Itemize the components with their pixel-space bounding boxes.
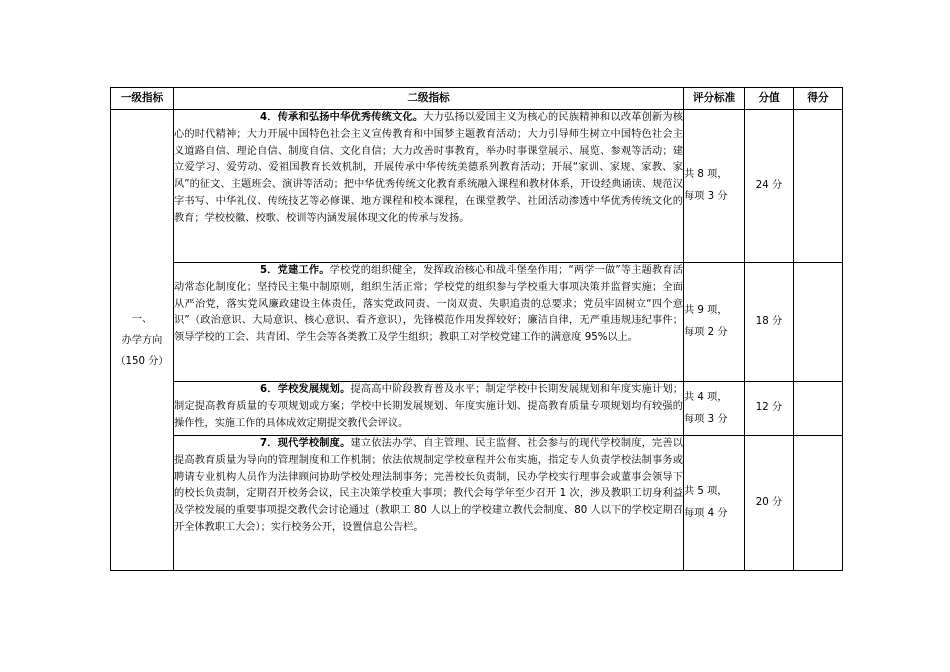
criteria-cell	[684, 382, 745, 436]
table-header-row	[111, 88, 843, 110]
category-name: 办学方向	[121, 334, 163, 346]
table-row	[111, 263, 843, 382]
indicator-body: 建立依法办学、自主管理、民主监督、社会参与的现代学校制度，完善以提高教育质量为导向的管理制度和工作机制；依法依规制定学校章程并公布实施，指定专人负责学校法制事务或聘请专业机构人员作为法律顾问协助学校处理法制事务；完善校长负责制，民办学校实行理事会或董事会领导下的校长负责制，定期召开校务会议，民主决策学校重大事项；教代会每学年至少召开 1 次，涉及教职工切身利益及学校发展的重要事项提交教代会讨论通过（教职工 80 人以上的学校建立教代会制度、80 人以下的学校定期召开全体教职工大会）；实行校务公开，设置信息公告栏。	[174, 438, 683, 533]
header-score: 分值	[745, 88, 794, 110]
category-points: （150 分）	[115, 355, 169, 367]
criteria-points: 每项 2 分	[684, 327, 728, 338]
obtained-cell[interactable]	[794, 263, 843, 382]
criteria-count: 共 9 项，	[684, 305, 728, 316]
criteria-cell	[684, 110, 745, 263]
criteria-points: 每项 3 分	[684, 413, 728, 425]
indicator-body: 学校党的组织健全，发挥政治核心和战斗堡垒作用；“两学一做”等主题教育活动常态化制度化；坚持民主集中制原则，组织生活正常；学校党的组织参与学校重大事项决策并监督实施；全面从严治党，落实党风廉政建设主体责任，落实党政同责、一岗双责、失职追责的总要求；党员牢固树立“四个意识”（政治意识、大局意识、核心意识、看齐意识），先锋模范作用发挥较好；廉洁自律，无严重违规违纪事件；领导学校的工会、共青团、学生会等各类教工及学生组织；教职工对学校党建工作的满意度 95%以上。	[174, 265, 683, 344]
indicator-description	[174, 436, 684, 571]
indicator-title: 4．传承和弘扬中华优秀传统文化。	[260, 112, 424, 123]
evaluation-table	[110, 87, 843, 571]
obtained-cell[interactable]	[794, 382, 843, 436]
table-row	[111, 436, 843, 571]
header-obtained: 得分	[794, 88, 843, 110]
table-row	[111, 110, 843, 263]
indicator-title: 6．学校发展规划。	[260, 384, 351, 395]
criteria-cell	[684, 436, 745, 571]
header-first-level: 一级指标	[111, 88, 174, 110]
category-cell	[111, 110, 174, 571]
indicator-description	[174, 263, 684, 382]
criteria-points: 每项 4 分	[684, 508, 728, 519]
indicator-description	[174, 110, 684, 263]
score-cell: 20 分	[745, 436, 794, 571]
criteria-count: 共 8 项，	[684, 169, 728, 180]
score-cell: 18 分	[745, 263, 794, 382]
indicator-title: 5．党建工作。	[260, 265, 330, 276]
criteria-count: 共 4 项，	[684, 391, 728, 403]
indicator-title: 7．现代学校制度。	[260, 438, 351, 449]
criteria-count: 共 5 项，	[684, 486, 728, 497]
score-cell: 24 分	[745, 110, 794, 263]
score-cell: 12 分	[745, 382, 794, 436]
table-row	[111, 382, 843, 436]
obtained-cell[interactable]	[794, 110, 843, 263]
criteria-cell	[684, 263, 745, 382]
criteria-points: 每项 3 分	[684, 191, 728, 202]
indicator-description	[174, 382, 684, 436]
obtained-cell[interactable]	[794, 436, 843, 571]
category-number: 一、	[131, 313, 153, 325]
header-second-level: 二级指标	[174, 88, 684, 110]
indicator-body: 提高高中阶段教育普及水平；制定学校中长期发展规划和年度实施计划；制定提高教育质量的专项规划或方案；学校中长期发展规划、年度实施计划、提高教育质量专项规划均有较强的操作性，实施工作的具体成效定期提交教代会评议。	[174, 384, 683, 429]
indicator-body: 大力弘扬以爱国主义为核心的民族精神和以改革创新为核心的时代精神；大力开展中国特色社会主义宣传教育和中国梦主题教育活动；大力引导师生树立中国特色社会主义道路自信、理论自信、制度自信、文化自信；大力改善时事教育，举办时事课堂展示、展览、参观等活动；建立爱学习、爱劳动、爱祖国教育长效机制，开展传承中华传统美德系列教育活动；开展“家训、家规、家教、家风”的征文、主题班会、演讲等活动；把中华优秀传统文化教育系统融入课程和教材体系，开设经典诵读、规范汉字书写、中华礼仪、传统技艺等必修课、地方课程和校本课程，在课堂教学、社团活动渗透中华优秀传统文化的教育；学校校徽、校歌、校训等内涵发展体现文化的传承与发扬。	[174, 112, 683, 224]
header-criteria: 评分标准	[684, 88, 745, 110]
